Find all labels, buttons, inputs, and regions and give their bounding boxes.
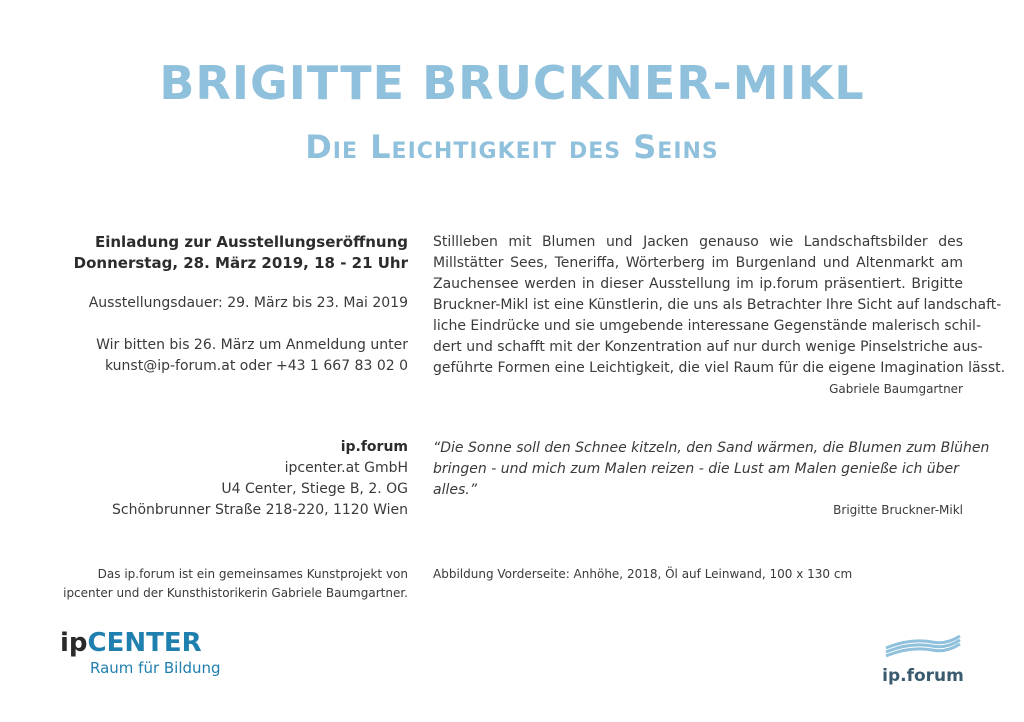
description-line: geführte Formen eine Leichtigkeit, die viel Raum für die eigene Imagination lässt.: [433, 360, 1006, 376]
description-line: Stillleben mit Blumen und Jacken genauso wie Landschaftsbilder des: [433, 234, 963, 250]
quote-author: Brigitte Bruckner-Mikl: [833, 503, 963, 517]
description-line: Millstätter Sees, Teneriffa, Wörterberg im Burgenland und Altenmarkt am: [433, 255, 963, 271]
ipcenter-tagline: Raum für Bildung: [90, 659, 221, 677]
venue-name: ip.forum: [340, 439, 408, 455]
description-line: liche Eindrücke und sie umgebende interessane Gegenstände malerisch schil-: [433, 318, 981, 334]
company-name: ipcenter.at GmbH: [284, 460, 408, 476]
exhibition-subtitle: Die Leichtigkeit des Seins: [305, 128, 719, 166]
exhibition-title: BRIGITTE BRUCKNER-MIKL: [159, 56, 865, 110]
image-caption: Abbildung Vorderseite: Anhöhe, 2018, Öl auf Leinwand, 100 x 130 cm: [433, 567, 853, 581]
opening-date: Donnerstag, 28. März 2019, 18 - 21 Uhr: [73, 254, 408, 272]
ipcenter-logo-ip: ip: [60, 628, 88, 658]
ipforum-label: ip.forum: [882, 666, 964, 686]
address-block: [60, 437, 408, 521]
duration-block: [60, 293, 408, 314]
ipforum-logo: [880, 630, 966, 686]
description-line: Zauchensee werden in dieser Ausstellung im ip.forum präsentiert. Brigitte: [433, 276, 963, 292]
description-line: dert und schafft mit der Konzentration auf nur durch wenige Pinselstriche aus-: [433, 339, 983, 355]
ipforum-wave-icon: [880, 630, 966, 660]
rsvp-block: [60, 335, 408, 377]
invitation-heading: Einladung zur Ausstellungseröffnung: [94, 233, 408, 251]
description-author: Gabriele Baumgartner: [829, 382, 963, 396]
exhibition-duration: Ausstellungsdauer: 29. März bis 23. Mai 2019: [88, 295, 408, 311]
project-note: [60, 565, 408, 603]
ipcenter-logo: [60, 628, 221, 678]
description-line: Bruckner-Mikl ist eine Künstlerin, die uns als Betrachter Ihre Sicht auf landschaft-: [433, 297, 1002, 313]
ipcenter-logo-center: CENTER: [87, 628, 202, 658]
quote-line: bringen - und mich zum Malen reizen - die Lust am Malen genieße ich über: [433, 461, 959, 477]
project-note-line: Das ip.forum ist ein gemeinsames Kunstprojekt von: [97, 567, 408, 581]
rsvp-contact[interactable]: kunst@ip-forum.at oder +43 1 667 83 02 0: [105, 358, 408, 374]
project-note-line: ipcenter und der Kunsthistorikerin Gabriele Baumgartner.: [63, 586, 408, 600]
building-address: U4 Center, Stiege B, 2. OG: [221, 481, 408, 497]
quote-line: “Die Sonne soll den Schnee kitzeln, den Sand wärmen, die Blumen zum Blühen: [433, 440, 990, 456]
exhibition-description: [433, 232, 1006, 379]
rsvp-text: Wir bitten bis 26. März um Anmeldung unter: [96, 337, 408, 353]
quote-line: alles.”: [433, 482, 477, 498]
artist-quote: [433, 438, 990, 501]
invitation-block: [60, 232, 408, 274]
street-address: Schönbrunner Straße 218-220, 1120 Wien: [112, 502, 408, 518]
